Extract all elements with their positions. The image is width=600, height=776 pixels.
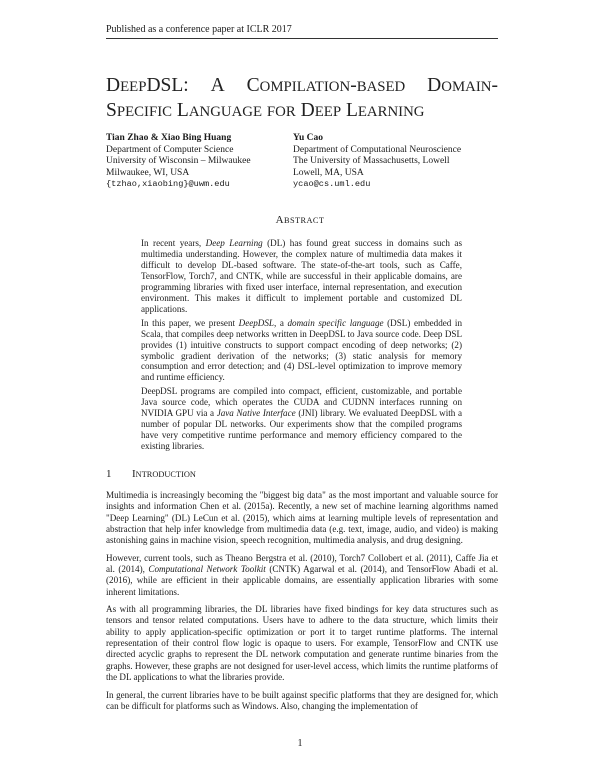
title-word: DOMAIN- — [427, 75, 498, 96]
author-location: Milwaukee, WI, USA — [106, 167, 190, 178]
text-run: (DL) has found great success in domains such as multimedia understanding. However, the complex nature of multimedia data makes it difficult to develop DL-based software. The state-of-the-art tools, such as Caffe, TensorFlow, Torch7, and CNTK, while are successful in their applicable domains, are programming libraries with fixed user interface, internal representation, and execution environment. This makes it difficult to implement portable and customized DL applications. — [141, 238, 462, 314]
section-heading-introduction — [106, 468, 196, 480]
body-paragraph: In general, the current libraries have to be built against specific platforms that they are designed for, which can be difficult for platforms such as Windows. Also, changing the implementation of — [106, 689, 498, 711]
title-line-1 — [106, 74, 498, 99]
author-department: Department of Computational Neuroscience — [293, 144, 462, 155]
abstract-body — [141, 238, 462, 455]
text-run: In recent years, — [141, 238, 206, 248]
text-run: DeepDSL programs are compiled into compact, efficient, customizable, and portable Java source code, which operates the CUDA and CUDNN interfaces running on NVIDIA GPU via a — [141, 386, 462, 419]
abstract-heading: ABSTRACT — [275, 214, 325, 226]
introduction-body — [106, 490, 498, 718]
text-run: , a — [273, 317, 288, 328]
author-block-2 — [293, 133, 461, 191]
text-run: In this paper, we present — [141, 317, 239, 328]
section-title: INTRODUCTION — [132, 468, 196, 480]
title-word: COMPILATION-BASED — [246, 75, 406, 96]
author-department: Department of Computer Science — [106, 144, 234, 155]
author-institution: The University of Massachusetts, Lowell — [293, 156, 450, 167]
body-paragraph: As with all programming libraries, the DL libraries have fixed bindings for key data structures such as tensors and tensor related computations. Users have to adhere to the data structure, which limits their ability to apply application-specific optimization or port it to target runtime platforms. The internal representation of their control flow logic is opaque to users. For example, TensorFlow and CNTK use directed acyclic graphs to represent the DL network computation and generate runtime binaries from the graphs. However, these graphs are not designed for user-level access, which limits the runtime platforms of the DL applications to what the libraries provide. — [106, 604, 498, 683]
author-email: {tzhao,xiaobing}@uwm.edu — [106, 179, 230, 190]
author-location: Lowell, MA, USA — [293, 167, 364, 178]
author-institution: University of Wisconsin – Milwaukee — [106, 156, 251, 167]
emphasis: domain specific language — [287, 317, 384, 328]
text-run: (DSL) embedded in Scala, that compiles deep networks written in DeepDSL to Java source code. Deep DSL provides (1) intuitive constructs to support compact encoding of deep networks; (2) symbolic gradient derivation of the networks; (3) static analysis for memory consumption and error detection; and (4) DSL-level optimization to improve memory and runtime efficiency. — [141, 317, 462, 383]
title-word: DEEPDSL: — [106, 75, 189, 96]
running-header: Published as a conference paper at ICLR 2017 — [106, 24, 292, 35]
author-name: Yu Cao — [293, 133, 324, 143]
abstract-paragraph — [141, 386, 462, 452]
title-line-2 — [106, 99, 498, 124]
abstract-paragraph — [141, 318, 462, 384]
title-word: A — [210, 75, 225, 96]
body-paragraph: Multimedia is increasingly becoming the "biggest big data" as the most important and valuable source for insights and information Chen et al. (2015a). Recently, a new set of machine learning algorithms named "Deep Learning" (DL) LeCun et al. (2015), which aims at learning multiple levels of representation and abstraction that help infer knowledge from multimedia data (e.g. text, image, audio, and video) is making astonishing gains in machine vision, speech recognition, multimedia analysis, and drug designing. — [106, 490, 498, 546]
author-block-1 — [106, 133, 251, 191]
header-rule — [106, 38, 498, 39]
emphasis: DeepDSL — [238, 317, 274, 328]
emphasis: Deep Learning — [205, 238, 263, 248]
text-run: (CNTK) Agarwal et al. (2014), and TensorFlow Abadi et al. (2016), while are efficient in their applicable domains, are essentially application libraries with some inherent limitations. — [106, 564, 499, 597]
text-run: (JNI) library. We evaluated DeepDSL with a number of popular DL networks. Our experiments show that the compiled programs have very competitive runtime performance and memory efficiency compared to the existing libraries. — [141, 408, 463, 452]
paper-title — [106, 74, 498, 124]
author-email: ycao@cs.uml.edu — [293, 179, 371, 190]
emphasis: Java Native Interface — [216, 408, 296, 419]
body-paragraph — [106, 553, 498, 598]
title-word: SPECIFIC LANGUAGE FOR DEEP LEARNING — [106, 100, 425, 121]
section-number: 1 — [106, 468, 112, 480]
abstract-paragraph — [141, 238, 462, 315]
text-run: However, current tools, such as Theano Bergstra et al. (2010), Torch7 Collobert et al. (2011), Caffe Jia et al. (2014), — [106, 552, 498, 575]
author-name: Tian Zhao & Xiao Bing Huang — [106, 133, 232, 143]
page-number: 1 — [297, 738, 303, 749]
emphasis: Computational Network Toolkit — [148, 564, 266, 575]
